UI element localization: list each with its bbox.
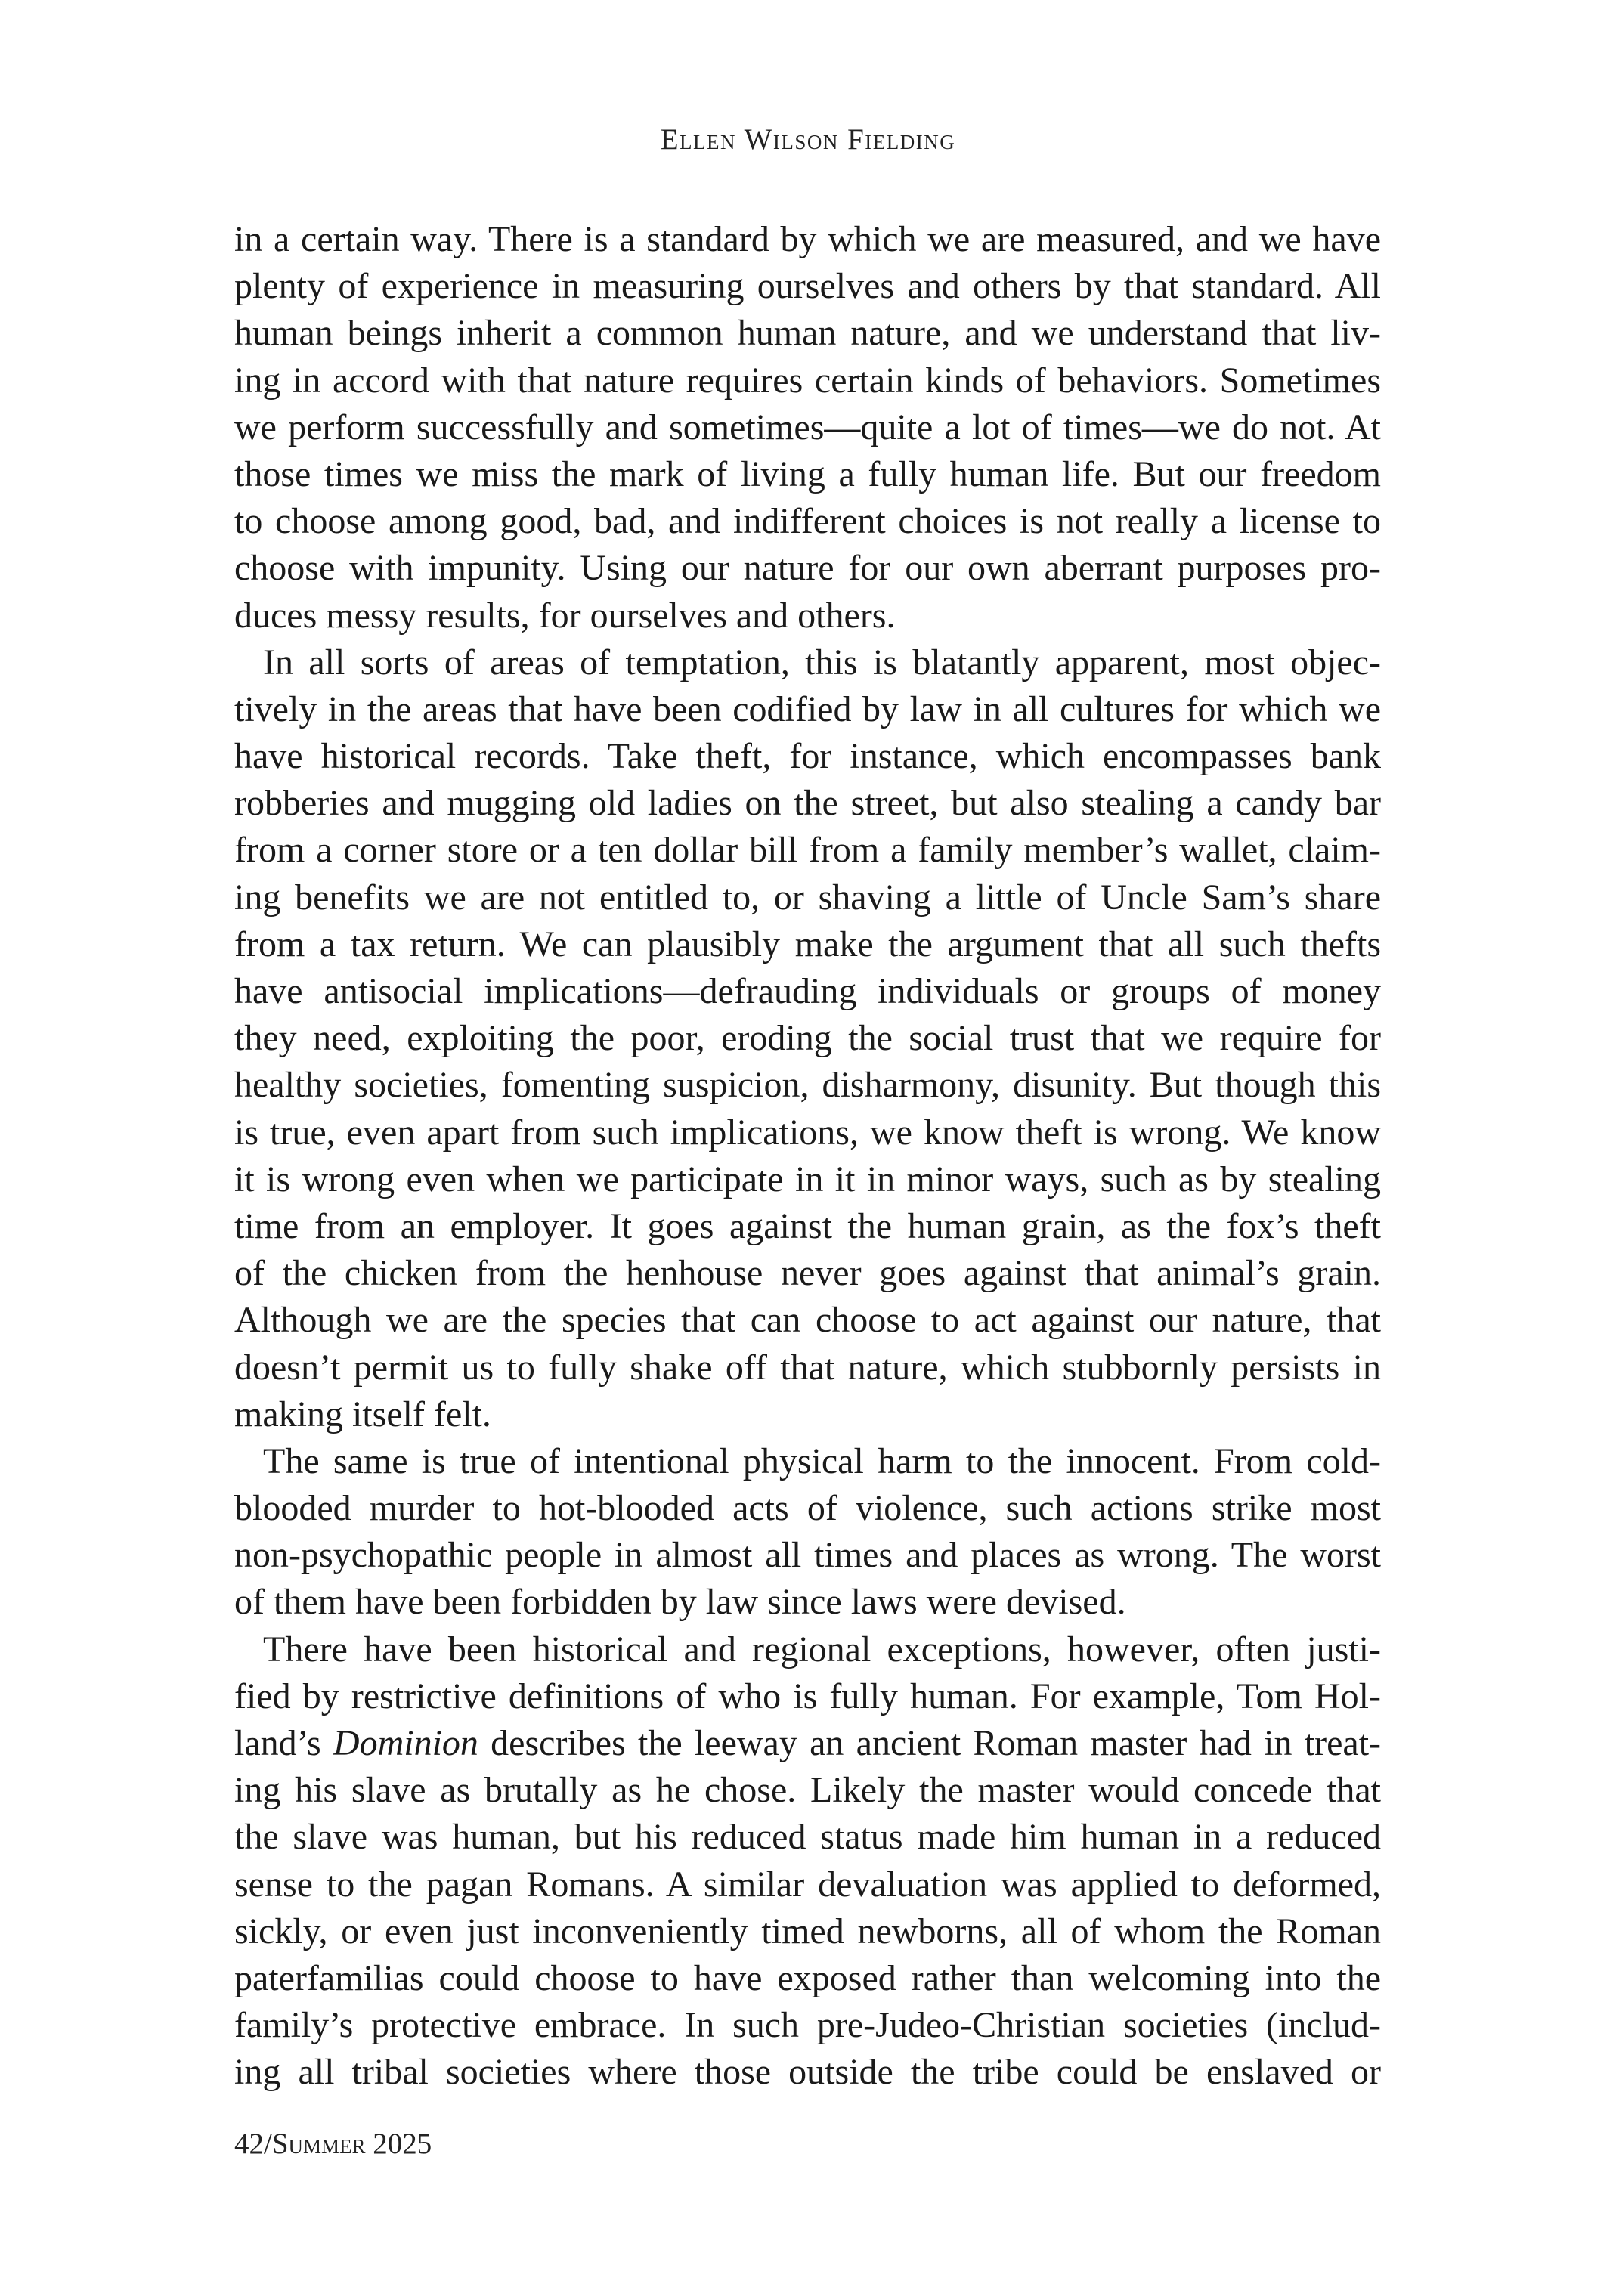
text-line: plenty of experience in measuring ourselves and others by that standard. All <box>234 266 1381 307</box>
paragraph-start-line: The same is true of intentional physical harm to the innocent. From cold- <box>263 1440 1381 1481</box>
text-line: tively in the areas that have been codified by law in all cultures for which we <box>234 688 1381 729</box>
text-line: those times we miss the mark of living a fully human life. But our freedom <box>234 453 1381 494</box>
text-line: from a tax return. We can plausibly make the argument that all such thefts <box>234 924 1381 964</box>
text-line: paterfamilias could choose to have exposed rather than welcoming into the <box>234 1957 1381 1998</box>
text-line: of the chicken from the henhouse never goes against that animal’s grain. <box>234 1253 1381 1294</box>
text-line: we perform successfully and sometimes—quite a lot of times—we do not. At <box>234 407 1381 447</box>
text-line: blooded murder to hot-blooded acts of violence, such actions strike most <box>234 1488 1381 1529</box>
text-line: sickly, or even just inconveniently timed newborns, all of whom the Roman <box>234 1911 1381 1951</box>
text-line: of them have been forbidden by law since laws were devised. <box>234 1582 1126 1623</box>
text-line: to choose among good, bad, and indifferent choices is not really a license to <box>234 501 1381 542</box>
text-line: duces messy results, for ourselves and others. <box>234 595 896 636</box>
page-folio: 42/Summer 2025 <box>234 2127 432 2160</box>
text-line: it is wrong even when we participate in it in minor ways, such as by stealing <box>234 1159 1381 1199</box>
text-line: making itself felt. <box>234 1394 491 1434</box>
text-line: have historical records. Take theft, for instance, which encompasses bank <box>234 736 1381 777</box>
text-line: sense to the pagan Romans. A similar devaluation was applied to deformed, <box>234 1864 1381 1905</box>
text-line: time from an employer. It goes against the human grain, as the fox’s theft <box>234 1205 1381 1246</box>
book-title: Dominion <box>333 1723 478 1763</box>
text-line: ing his slave as brutally as he chose. Likely the master would concede that <box>234 1770 1381 1811</box>
text-line: ing in accord with that nature requires certain kinds of behaviors. Sometimes <box>234 360 1381 401</box>
text-line: is true, even apart from such implications, we know theft is wrong. We know <box>234 1112 1381 1153</box>
running-head: Ellen Wilson Fielding <box>660 123 956 156</box>
text-line: ing benefits we are not entitled to, or shaving a little of Uncle Sam’s share <box>234 877 1381 917</box>
text-line <box>234 1720 1381 1767</box>
line-text-before: land’s <box>234 1723 333 1763</box>
text-line: robberies and mugging old ladies on the street, but also stealing a candy bar <box>234 783 1381 824</box>
paragraph-start-line: In all sorts of areas of temptation, this is blatantly apparent, most objec- <box>263 642 1381 682</box>
line-text-after: describes the leeway an ancient Roman master had in treat- <box>478 1723 1382 1763</box>
text-line: ing all tribal societies where those outside the tribe could be enslaved or <box>234 2052 1381 2093</box>
text-line: fied by restrictive definitions of who is fully human. For example, Tom Hol- <box>234 1676 1381 1716</box>
text-line: they need, exploiting the poor, eroding the social trust that we require for <box>234 1018 1381 1059</box>
text-line: the slave was human, but his reduced status made him human in a reduced <box>234 1817 1381 1858</box>
text-line: human beings inherit a common human nature, and we understand that liv- <box>234 313 1381 354</box>
text-line: doesn’t permit us to fully shake off that nature, which stubbornly persists in <box>234 1347 1381 1388</box>
text-line: in a certain way. There is a standard by which we are measured, and we have <box>234 219 1381 259</box>
text-line: non-psychopathic people in almost all times and places as wrong. The worst <box>234 1535 1381 1576</box>
text-line: choose with impunity. Using our nature for our own aberrant purposes pro- <box>234 548 1381 589</box>
text-line: healthy societies, fomenting suspicion, disharmony, disunity. But though this <box>234 1065 1381 1106</box>
text-line: Although we are the species that can choose to act against our nature, that <box>234 1300 1381 1341</box>
text-line: have antisocial implications—defrauding individuals or groups of money <box>234 971 1381 1011</box>
paragraph-start-line: There have been historical and regional exceptions, however, often justi- <box>263 1629 1381 1669</box>
text-line: from a corner store or a ten dollar bill from a family member’s wallet, claim- <box>234 830 1381 871</box>
body-text <box>234 216 1381 2096</box>
text-line: family’s protective embrace. In such pre-Judeo-Christian societies (includ- <box>234 2005 1381 2046</box>
